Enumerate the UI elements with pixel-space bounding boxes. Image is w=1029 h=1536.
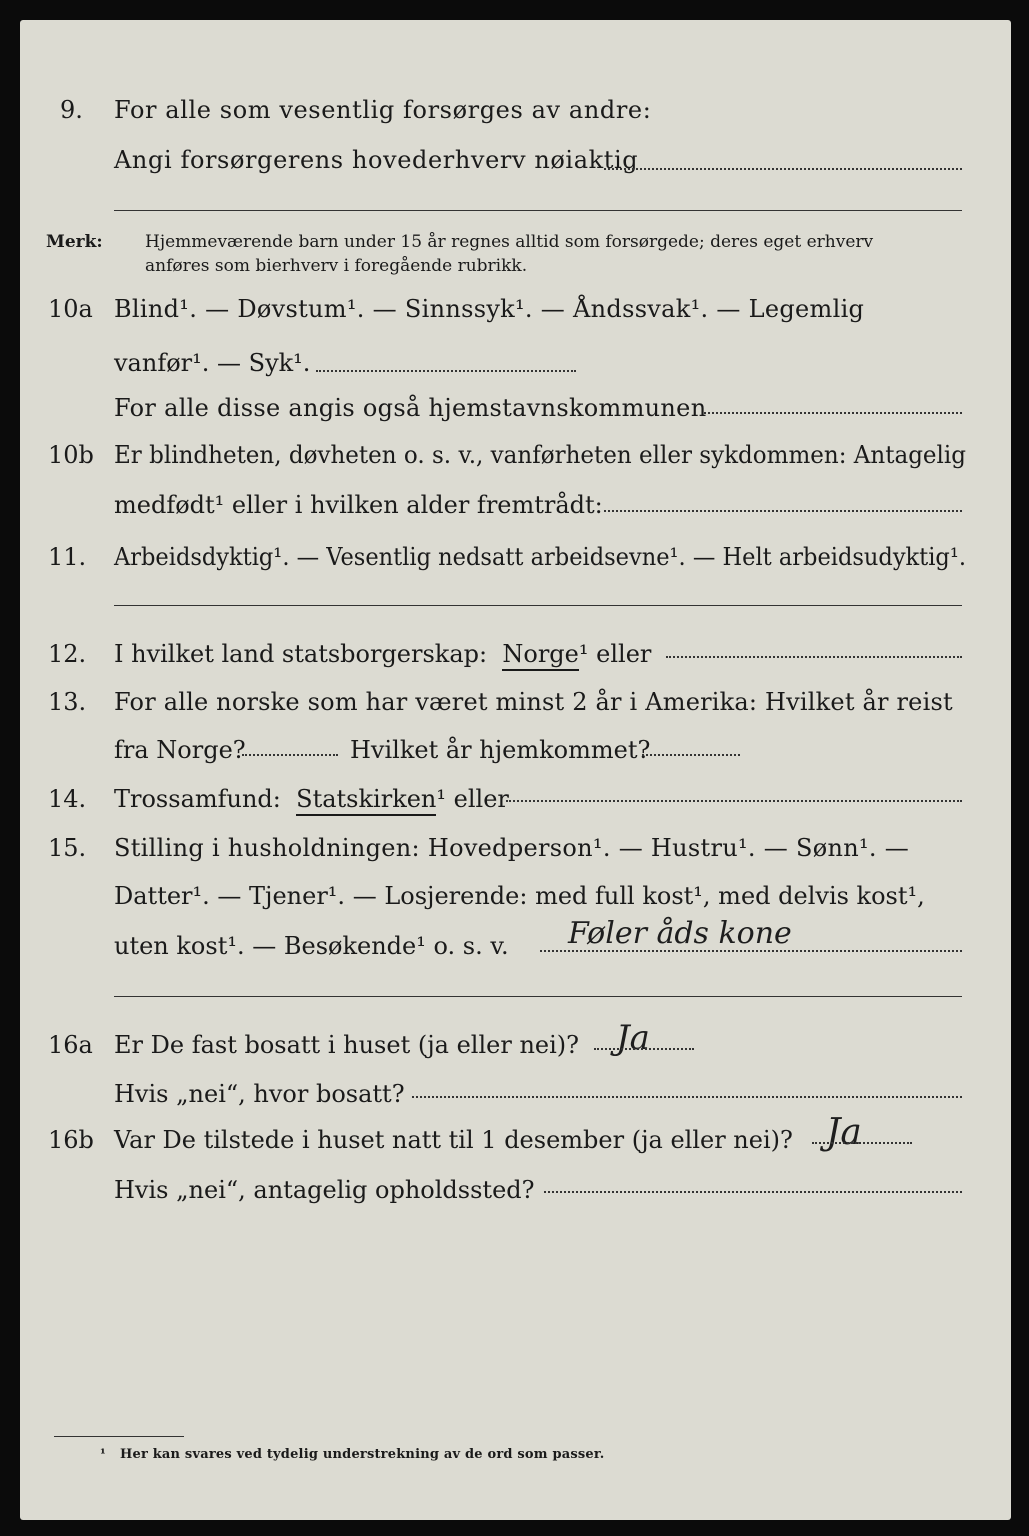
question-10b-line2: medfødt¹ eller i hvilken alder fremtrådt: xyxy=(114,491,603,519)
question-10b-line1: Er blindheten, døvheten o. s. v., vanførheten eller sykdommen: Antagelig xyxy=(114,441,967,469)
norge-underlined: Norge xyxy=(502,640,579,671)
question-10b-answer-line xyxy=(604,510,962,512)
question-9-answer-line xyxy=(604,168,962,170)
footnote-rule xyxy=(54,1436,184,1437)
question-12-number: 12. xyxy=(48,640,87,668)
question-14-text: Trossamfund: Statskirken¹ eller xyxy=(114,787,509,811)
question-10a-line3: For alle disse angis også hjemstavnskommunen xyxy=(114,394,707,422)
question-15-answer-line xyxy=(540,950,962,952)
question-13-reist-line xyxy=(242,754,338,756)
question-16a-line2: Hvis „nei“, hvor bosatt? xyxy=(114,1080,405,1108)
question-10a-number: 10a xyxy=(48,295,93,323)
question-13-line1: For alle norske som har været minst 2 år i Amerika: Hvilket år reist xyxy=(114,688,953,716)
question-16a-number: 16a xyxy=(48,1031,93,1059)
question-13-line2a: fra Norge? xyxy=(114,736,246,764)
question-9-line1: For alle som vesentlig forsørges av andre: xyxy=(114,96,652,124)
question-16a-line1: Er De fast bosatt i huset (ja eller nei)? xyxy=(114,1031,580,1059)
footnote-text: Her kan svares ved tydelig understrekning av de ord som passer. xyxy=(120,1447,605,1462)
question-15-handwritten-answer: Føler åds kone xyxy=(568,916,792,951)
question-16a-handwritten-answer: Ja xyxy=(616,1018,650,1058)
question-15-line1: Stilling i husholdningen: Hovedperson¹. — Hustru¹. — Sønn¹. — xyxy=(114,834,910,862)
question-13-hjemkommet-line xyxy=(642,754,740,756)
merk-line1: Hjemmeværende barn under 15 år regnes alltid som forsørgede; deres eget erhverv xyxy=(145,232,874,252)
question-14-number: 14. xyxy=(48,785,87,813)
question-16a-bosatt-line xyxy=(412,1096,962,1098)
question-9-number: 9. xyxy=(60,96,83,124)
question-16b-number: 16b xyxy=(48,1126,94,1154)
question-16b-line1: Var De tilstede i huset natt til 1 desember (ja eller nei)? xyxy=(114,1126,793,1154)
footnote-marker: ¹ xyxy=(100,1447,106,1462)
question-15-line2: Datter¹. — Tjener¹. — Losjerende: med full kost¹, med delvis kost¹, xyxy=(114,882,925,910)
question-16b-opholdssted-line xyxy=(544,1191,962,1193)
question-10a-syk-line xyxy=(316,370,576,372)
question-10a-line1: Blind¹. — Døvstum¹. — Sinnssyk¹. — Åndssvak¹. — Legemlig xyxy=(114,295,865,323)
statskirken-underlined: Statskirken xyxy=(296,785,436,816)
merk-line2: anføres som bierhverv i foregående rubrikk. xyxy=(145,256,528,276)
merk-label: Merk: xyxy=(46,232,103,252)
question-16b-line2: Hvis „nei“, antagelig opholdssted? xyxy=(114,1176,535,1204)
question-11-divider xyxy=(114,605,962,606)
question-12-text: I hvilket land statsborgerskap: Norge¹ eller xyxy=(114,642,651,666)
question-16b-handwritten-answer: Ja xyxy=(826,1112,862,1153)
question-15-number: 15. xyxy=(48,834,87,862)
question-12-answer-line xyxy=(666,656,962,658)
question-14-answer-line xyxy=(506,800,962,802)
question-10a-line2: vanfør¹. — Syk¹. xyxy=(114,349,311,377)
question-11-number: 11. xyxy=(48,543,87,571)
question-15-line3: uten kost¹. — Besøkende¹ o. s. v. xyxy=(114,932,509,960)
question-16b-answer-line xyxy=(812,1142,912,1144)
question-9-divider xyxy=(114,210,962,211)
question-13-number: 13. xyxy=(48,688,87,716)
question-9-line2: Angi forsørgerens hovederhverv nøiaktig xyxy=(114,146,639,174)
question-11-line1: Arbeidsdyktig¹. — Vesentlig nedsatt arbeidsevne¹. — Helt arbeidsudyktig¹. xyxy=(114,543,967,571)
question-10b-number: 10b xyxy=(48,441,94,469)
question-10a-kommune-line xyxy=(704,412,962,414)
question-15-divider xyxy=(114,996,962,997)
question-16a-answer-line xyxy=(594,1048,694,1050)
question-13-line2b: Hvilket år hjemkommet? xyxy=(350,736,651,764)
